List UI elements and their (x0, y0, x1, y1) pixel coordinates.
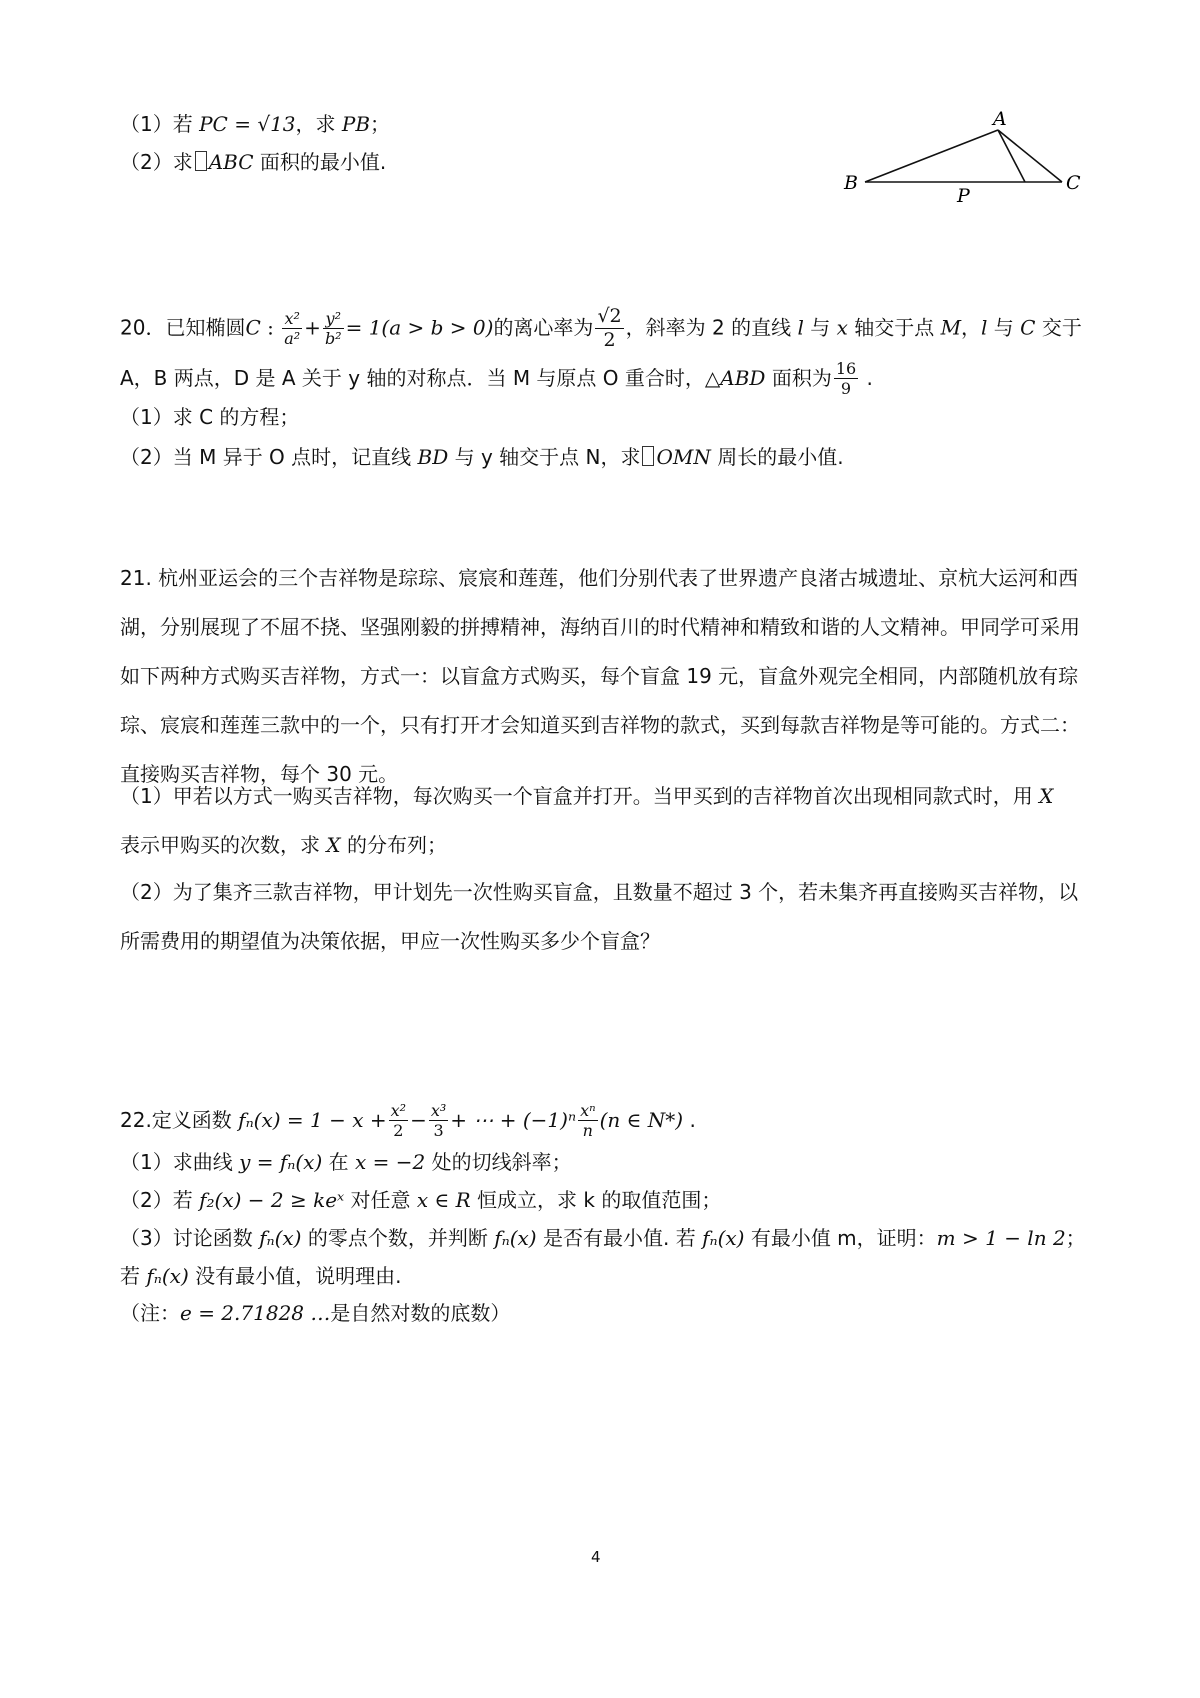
q20-line2: A，B 两点，D 是 A 关于 y 轴的对称点．当 M 与原点 O 重合时，△ABD 面积为 $\frac{16}{9}$ . (120, 359, 873, 399)
q20-intro: 20．已知椭圆 (120, 315, 246, 340)
q20-line2-text: A，B 两点，D 是 A 关于 y 轴的对称点．当 M 与原点 O 重合时， (120, 365, 705, 390)
missing-glyph-box (195, 151, 207, 171)
q20-condition: = 1(a > b > 0) (345, 315, 494, 340)
q22-note: （注：e = 2.71828 …是自然对数的底数） (120, 1301, 511, 1325)
q19-p2-end: 面积的最小值. (253, 150, 387, 174)
q22-part3-cont: 若 fₙ(x) 没有最小值，说明理由. (120, 1264, 402, 1288)
missing-glyph-box (642, 446, 654, 466)
q22-line1: 22.定义函数 fₙ(x) = 1 − x + $\frac{\text{x²}}{2}$ − $\frac{\text{x³}}{3}$ + ⋯ + (−1)ⁿ $\frac{\text{xⁿ}}{n}$ (n ∈ N*) . (120, 1101, 696, 1141)
triangle-segment-AP (840, 110, 1100, 210)
q21-part1: （1）甲若以方式一购买吉祥物，每次购买一个盲盒并打开。当甲买到的吉祥物首次出现相同款式时，用 X 表示甲购买的次数，求 X 的分布列； (120, 784, 1054, 857)
label-P: P (957, 185, 970, 207)
q19-p1-mid: ，求 (295, 112, 342, 136)
label-B: B (844, 172, 858, 194)
q19-p1-target: PB (341, 112, 371, 136)
q20-part2: （2）当 M 异于 O 点时，记直线 BD 与 y 轴交于点 N，求 OMN 周长的最小值. (120, 445, 844, 469)
q22-function: fₙ(x) = 1 − x + (238, 1107, 387, 1132)
label-C: C (1066, 172, 1081, 194)
fraction-x2-a2: $\frac{\text{x²}}{\text{a²}}$ (284, 308, 301, 348)
q19-p1-prefix: （1）若 (120, 112, 200, 136)
q19-p2-prefix: （2）求 (120, 150, 193, 174)
q19-part2 (120, 150, 386, 174)
q19-p2-math: ABC (208, 150, 254, 174)
q20-triangle-ABD: △ABD (704, 365, 766, 390)
page-number: 4 (591, 1548, 601, 1566)
q22-part1: （1）求曲线 y = fₙ(x) 在 x = −2 处的切线斜率； (120, 1150, 572, 1174)
q20-part1: （1）求 C 的方程； (120, 405, 300, 429)
q19-part1 (120, 112, 390, 136)
q21-part2: （2）为了集齐三款吉祥物，甲计划先一次性购买盲盒，且数量不超过 3 个，若未集齐再直接购买吉祥物，以所需费用的期望值为决策依据，甲应一次性购买多少个盲盒？ (120, 880, 1079, 953)
label-A: A (993, 110, 1007, 130)
q21-statement: 21. 杭州亚运会的三个吉祥物是琮琮、宸宸和莲莲，他们分别代表了世界遗产良渚古城遗址、京杭大运河和西湖，分别展现了不屈不挠、坚强刚毅的拼搏精神，海纳百川的时代精神和精致和谐的人文精神。甲同学可采用如下两种方式购买吉祥物，方式一：以盲盒方式购买，每个盲盒 19 元，盲盒外观完全相同，内部随机放有琮琮、宸宸和莲莲三款中的一个，只有打开才会知道买到吉祥物的款式，买到每款吉祥物是等可能的。方式二：直接购买吉祥物，每个 30 元。 (120, 566, 1080, 786)
q20-C: C (245, 315, 261, 340)
q20-eccentricity-label: 的离心率为 (493, 315, 594, 340)
q22-part2: （2）若 f₂(x) − 2 ≥ keˣ 对任意 x ∈ R 恒成立，求 k 的取值范围； (120, 1188, 722, 1212)
fraction-y2-b2: $\frac{\text{y²}}{\text{b²}}$ (324, 308, 342, 348)
q19-p1-math: PC = √13 (199, 112, 296, 136)
q19-p1-end: ； (370, 112, 391, 136)
fraction-16-9: $\frac{16}{9}$ (835, 359, 857, 399)
q20-line1: 20．已知椭圆C : $\frac{\text{x²}}{\text{a²}}$ + $\frac{\text{y²}}{\text{b²}}$ = 1(a > b > 0)的离心率为 $\frac{√2}{2}$ ，斜率为 2 的直线 l 与 x 轴交于点 M，l 与 C 交于 (120, 305, 1082, 351)
fraction-sqrt2-2: $\frac{√2}{2}$ (597, 305, 622, 351)
q22-part3: （3）讨论函数 fₙ(x) 的零点个数，并判断 fₙ(x) 是否有最小值. 若 fₙ(x) 有最小值 m，证明：m > 1 − ln 2； (120, 1226, 1086, 1250)
